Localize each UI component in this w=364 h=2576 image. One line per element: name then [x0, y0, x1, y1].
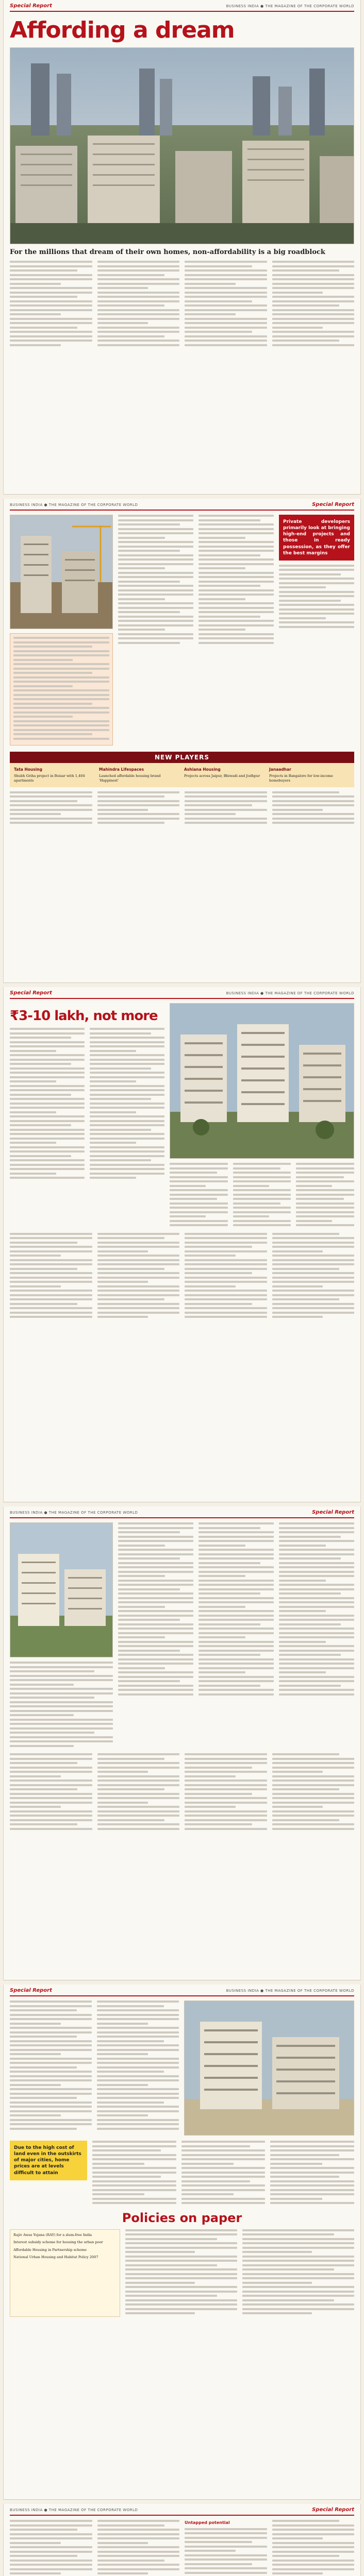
player-name: Mahindra Lifespaces [99, 767, 144, 772]
player-name: Ashiana Housing [184, 767, 221, 772]
township-photo [10, 1522, 113, 1657]
township-illustration [10, 1523, 112, 1657]
publication-name: BUSINESS INDIA ● THE MAGAZINE OF THE CORPORATE WORLD [226, 4, 354, 8]
column-1 [118, 515, 193, 745]
page-6 [3, 2504, 361, 2576]
running-header [10, 1506, 354, 1518]
column-3 [185, 261, 267, 348]
player-name: Tata Housing [14, 767, 42, 772]
article-columns [118, 515, 354, 745]
new-players-title: NEW PLAYERS [10, 752, 354, 763]
section-tag: Special Report [312, 502, 354, 507]
policy-item: Rajiv Awas Yojana (RAY) for a slum-free India [13, 2232, 92, 2237]
player-entry [269, 767, 350, 783]
publication-name: BUSINESS INDIA ● THE MAGAZINE OF THE CORPORATE WORLD [10, 1510, 138, 1515]
article-columns [118, 1522, 354, 1749]
lower-columns [10, 1753, 354, 1832]
running-header [10, 0, 354, 12]
construction-photo [10, 515, 113, 629]
policy-list [10, 2229, 120, 2317]
player-name: Janaadhar [269, 767, 291, 772]
page-4 [3, 1506, 361, 1980]
section-tag: Special Report [312, 2507, 354, 2513]
column-1 [10, 261, 92, 348]
page-3 [3, 987, 361, 1502]
lower-columns [10, 791, 354, 826]
column-3 [279, 515, 354, 745]
player-detail: Projects in Bangalore for low-income homebuyers [269, 773, 333, 783]
section-tag: Special Report [10, 1988, 52, 1993]
lower-columns [10, 1233, 354, 1320]
sidebar-box [10, 633, 113, 745]
running-header [10, 499, 354, 511]
publication-name: BUSINESS INDIA ● THE MAGAZINE OF THE CORPORATE WORLD [226, 1988, 354, 1993]
page-5 [3, 1985, 361, 2500]
article-columns-right [170, 1163, 354, 1229]
publication-name: BUSINESS INDIA ● THE MAGAZINE OF THE CORPORATE WORLD [226, 991, 354, 995]
player-detail: Shubh Griha project in Boisar with 1,404 apartments [14, 773, 85, 783]
column-4 [272, 261, 355, 348]
headline: Affording a dream [10, 17, 235, 43]
skyline-photo [10, 47, 354, 244]
construction-site-illustration [10, 515, 112, 629]
policy-item: National Urban Housing and Habitat Policy 2007 [13, 2255, 98, 2260]
deck-text: For the millions that dream of their own homes, non-affordability is a big roadblock [10, 248, 325, 256]
city-skyline-illustration [10, 48, 354, 244]
running-header [10, 1985, 354, 1996]
policy-item: Affordable Housing in Partnership scheme [13, 2247, 87, 2252]
running-header [10, 987, 354, 999]
section-tag: Special Report [10, 3, 52, 9]
running-header [10, 2504, 354, 2516]
player-detail: Projects across Jaipur, Bhiwadi and Jodhpur [184, 773, 260, 778]
apartment-photo [170, 1003, 354, 1159]
player-detail: Launched affordable housing brand 'Happinest' [99, 773, 161, 783]
section-tag: Special Report [312, 1510, 354, 1515]
page-1 [3, 0, 361, 495]
page-2 [3, 499, 361, 983]
housing-block-illustration [185, 2001, 354, 2135]
new-players-panel [10, 763, 354, 787]
player-entry [14, 767, 95, 783]
article-columns [10, 2520, 354, 2576]
subhead: Untapped potential [185, 2520, 230, 2525]
publication-name: BUSINESS INDIA ● THE MAGAZINE OF THE CORPORATE WORLD [10, 502, 138, 507]
article-columns [10, 261, 354, 348]
player-entry [99, 767, 180, 783]
headline: ₹3-10 lakh, not more [10, 1008, 158, 1024]
section-tag: Special Report [10, 990, 52, 996]
column-2 [97, 261, 180, 348]
column-2 [198, 515, 274, 745]
article-columns [10, 1028, 164, 1181]
player-entry [184, 767, 265, 783]
pull-quote: Private developers primarily look at bringing high-end projects and those in ready possession, as they offer the best margins [279, 515, 354, 561]
apartment-blocks-illustration [170, 1004, 354, 1158]
policies-headline: Policies on paper [122, 2210, 242, 2225]
publication-name: BUSINESS INDIA ● THE MAGAZINE OF THE CORPORATE WORLD [10, 2507, 138, 2512]
housing-block-photo [184, 2001, 354, 2136]
pull-quote: Due to the high cost of land even in the outskirts of major cities, home prices are at levels difficult to attain [10, 2141, 87, 2180]
policy-item: Interest subsidy scheme for housing the urban poor [13, 2240, 103, 2245]
